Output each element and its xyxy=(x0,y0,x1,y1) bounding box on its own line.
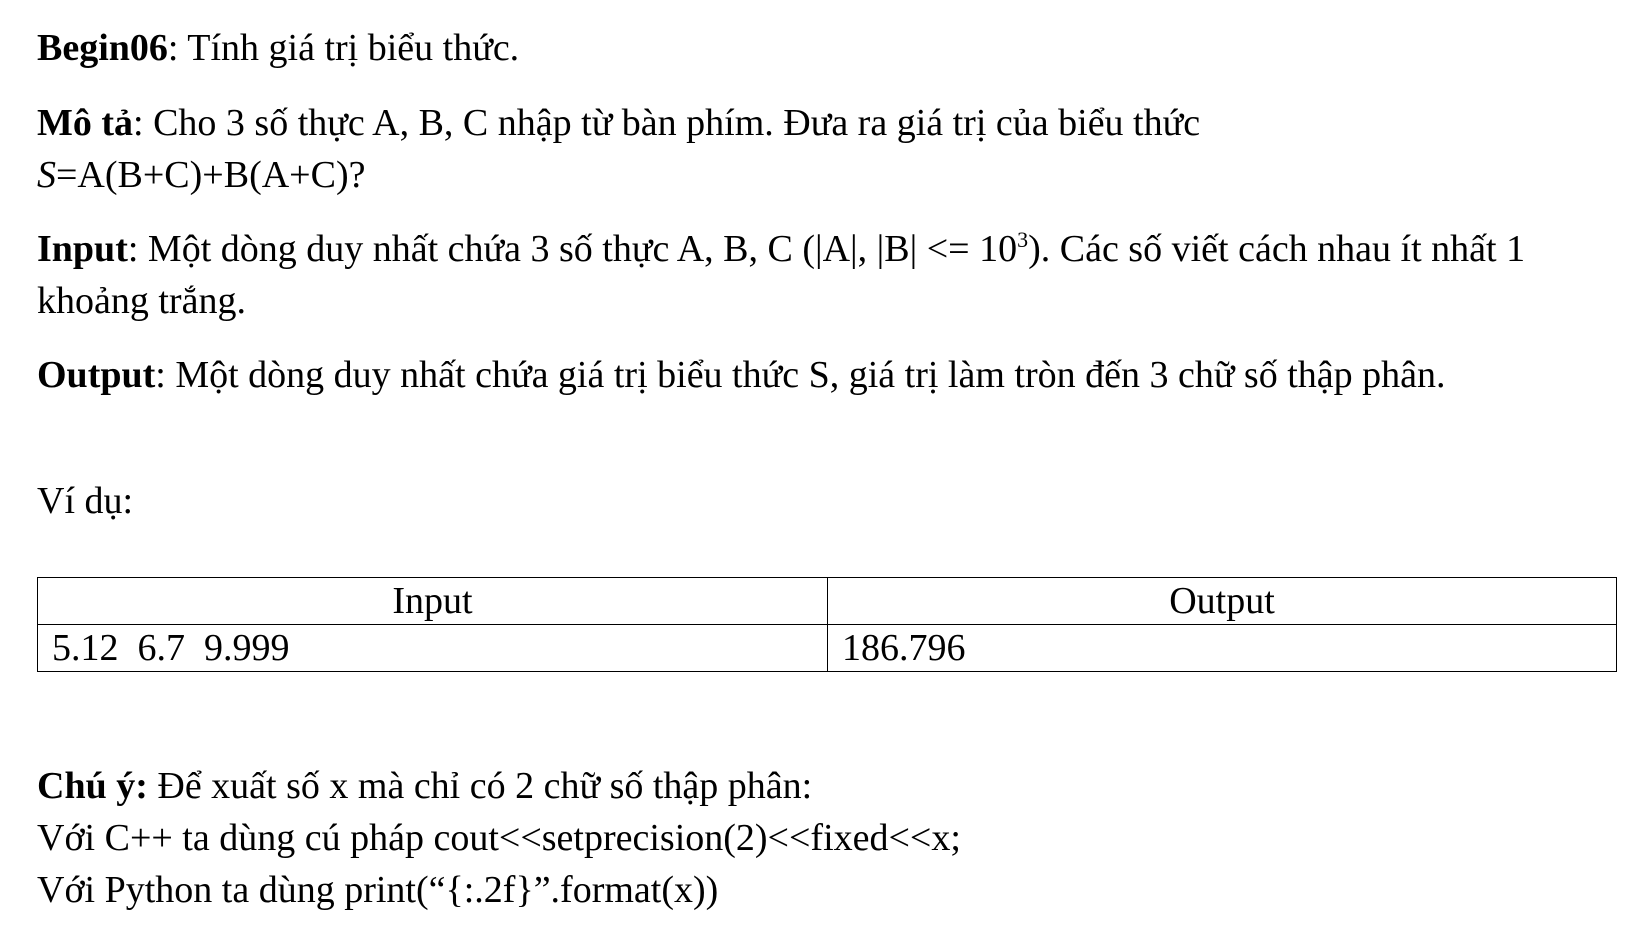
input-spec-paragraph xyxy=(37,223,1597,327)
formula-expression: =A(B+C)+B(A+C)? xyxy=(56,154,366,196)
example-table xyxy=(37,577,1617,672)
table-header-output: Output xyxy=(828,578,1617,625)
description-label: Mô tả xyxy=(37,102,134,144)
input-spec-text: : Một dòng duy nhất chứa 3 số thực A, B, C (|A|, |B| <= 10 xyxy=(127,228,1018,270)
description-paragraph xyxy=(37,97,1437,201)
table-header-input: Input xyxy=(38,578,828,625)
input-spec-text-after: ). Các số viết cách nhau ít nhất 1 khoảng trắng. xyxy=(37,228,1535,322)
table-cell-output: 186.796 xyxy=(828,625,1617,672)
problem-id: Begin06 xyxy=(37,27,168,69)
output-spec-text: : Một dòng duy nhất chứa giá trị biểu thức S, giá trị làm tròn đến 3 chữ số thập phân. xyxy=(155,354,1446,396)
problem-title-text: : Tính giá trị biểu thức. xyxy=(167,27,520,69)
example-label: Ví dụ: xyxy=(37,480,134,522)
note-line-python: Với Python ta dùng print(“{:.2f}”.format(x)) xyxy=(37,869,719,911)
formula-variable: S xyxy=(37,154,56,196)
note-paragraph xyxy=(37,760,961,916)
table-cell-input: 5.12 6.7 9.999 xyxy=(38,625,828,672)
problem-title xyxy=(37,22,519,74)
input-spec-exponent: 3 xyxy=(1017,227,1029,252)
note-line-cpp: Với C++ ta dùng cú pháp cout<<setprecision(2)<<fixed<<x; xyxy=(37,817,961,859)
output-spec-paragraph xyxy=(37,349,1597,401)
input-spec-label: Input xyxy=(37,228,128,270)
table-row xyxy=(38,625,1617,672)
note-text: Để xuất số x mà chỉ có 2 chữ số thập phân: xyxy=(147,765,813,807)
note-label: Chú ý: xyxy=(37,765,148,807)
description-text: : Cho 3 số thực A, B, C nhập từ bàn phím. Đưa ra giá trị của biểu thức xyxy=(133,102,1201,144)
table-header-row xyxy=(38,578,1617,625)
output-spec-label: Output xyxy=(37,354,156,396)
